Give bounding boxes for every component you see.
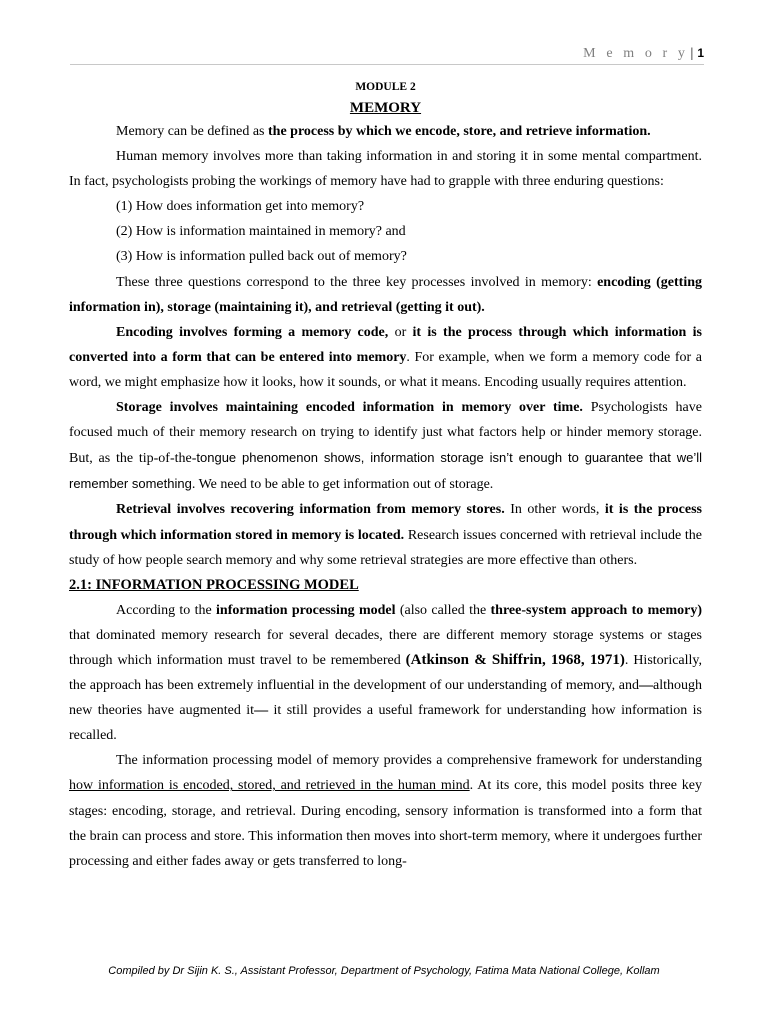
question-2: (2) How is information maintained in memory? and [116, 224, 406, 240]
question-1: (1) How does information get into memory? [116, 199, 365, 215]
page-header [70, 40, 704, 65]
paragraph-intro: Human memory involves more than taking information in and storing it in some mental compartment. In fact, psychologists probing the workings of memory have had to grapple with three enduring questions: [69, 149, 702, 190]
page-footer: Compiled by Dr Sijin K. S., Assistant Professor, Department of Psychology, Fatima Mata National College, Kollam [108, 965, 660, 977]
paragraph-retrieval: Retrieval involves recovering information from memory stores. In other words, it is the process through which information stored in memory is located. Research issues concerned with retrieval include the study of how people search memory and why some retrieval strategies are more effective than others. [69, 502, 702, 568]
paragraph-storage: Storage involves maintaining encoded information in memory over time. Psychologists have focused much of their memory research on trying to identify just what factors help or hinder memory storage. But, as the tip-of-the-tongue phenomenon shows, information storage isn’t enough to guarantee that we’ll remember something. We need to be able to get information out of storage. [69, 400, 703, 493]
header-label [583, 45, 704, 62]
paragraph-information-processing: According to the information processing model (also called the three-system approach to memory) that dominated memory research for several decades, there are different memory storage systems or stages through which information must travel to be remembered (Atkinson & Shiffrin, 1968, 1971). Historically, the approach has been extremely influential in the development of our understanding of memory, and—although new theories have augmented it— it still provides a useful framework for understanding how information is recalled. [69, 602, 703, 744]
section-heading: 2.1: INFORMATION PROCESSING MODEL [69, 576, 359, 593]
question-3: (3) How is information pulled back out of memory? [116, 249, 407, 265]
header-title: M e m o r y [583, 46, 689, 61]
paragraph-key-processes: These three questions correspond to the three key processes involved in memory: encoding (getting information in), storage (maintaining it), and retrieval (getting it out). [69, 274, 702, 315]
paragraph-framework: The information processing model of memory provides a comprehensive framework for understanding how information is encoded, stored, and retrieved in the human mind. At its core, this model posits three key stages: encoding, storage, and retrieval. During encoding, sensory information is transformed into a form that the brain can process and store. This information then moves into short-term memory, where it undergoes further processing and either fades away or gets transferred to long- [69, 753, 702, 869]
page-number: 1 [697, 46, 704, 60]
paragraph-definition: Memory can be defined as the process by which we encode, store, and retrieve information. [116, 124, 651, 139]
module-label: MODULE 2 [355, 81, 416, 93]
paragraph-encoding: Encoding involves forming a memory code, or it is the process through which information is converted into a form that can be entered into memory. For example, when we form a memory code for a word, we might emphasize how it looks, how it sounds, or what it means. Encoding usually requires attention. [69, 324, 702, 390]
header-separator: | [690, 46, 694, 61]
document-body [69, 77, 702, 874]
page-title: MEMORY [349, 100, 422, 116]
